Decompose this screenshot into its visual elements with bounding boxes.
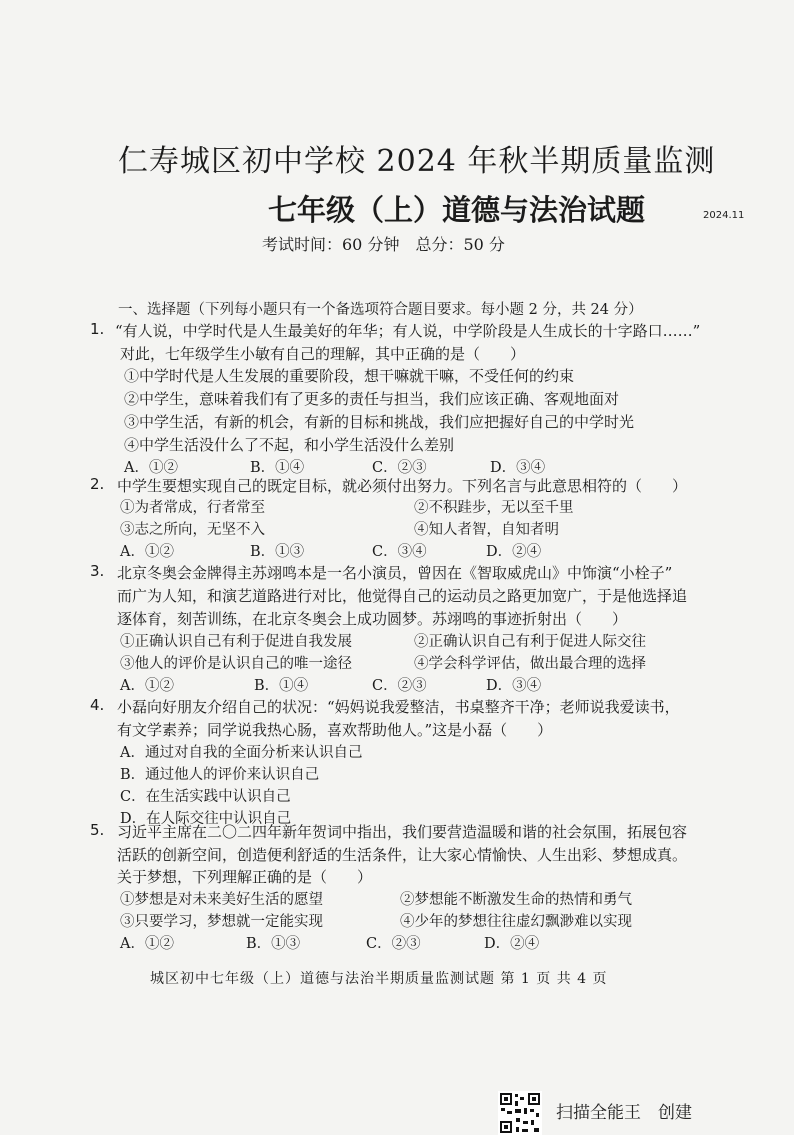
question-stem-line: 小磊向好朋友介绍自己的状况：“妈妈说我爱整洁，书桌整齐干净；老师说我爱读书， [117, 698, 680, 716]
answer-option-d: D．在人际交往中认识自己 [120, 811, 292, 827]
question-statement: ③中学生活，有新的机会，有新的目标和挑战，我们应把握好自己的中学时光 [124, 413, 635, 431]
exam-title: 仁寿城区初中学校 2024 年秋半期质量监测 [118, 144, 716, 179]
answer-option-c: C．在生活实践中认识自己 [120, 789, 291, 805]
section-heading: 一、选择题（下列每小题只有一个备选项符合题目要求。每小题 2 分，共 24 分） [118, 302, 643, 318]
answer-option-b: B．通过他人的评价来认识自己 [120, 767, 320, 783]
answer-option-c: C．②③ [372, 678, 427, 694]
question-stem-line: 对此，七年级学生小敏有自己的理解，其中正确的是（ ） [120, 345, 526, 363]
question-stem-line: “有人说，中学时代是人生最美好的年华；有人说，中学阶段是人生成长的十字路口……” [115, 322, 701, 340]
question-statement: ④少年的梦想往往虚幻飘渺难以实现 [400, 914, 632, 930]
answer-option-d: D．③④ [490, 460, 546, 476]
question-statement: ①梦想是对未来美好生活的愿望 [120, 892, 323, 908]
question-statement: ④知人者智，自知者明 [414, 522, 559, 538]
question-number: 3. [90, 562, 105, 580]
question-stem-line: 逐体育，刻苦训练，在北京冬奥会上成功圆梦。苏翊鸣的事迹折射出（ ） [117, 610, 628, 628]
exam-date: 2024.11 [703, 210, 745, 221]
answer-option-b: B．①④ [254, 678, 309, 694]
answer-option-c: C．②③ [366, 936, 421, 952]
answer-option-a: A．①② [120, 678, 174, 694]
question-stem-line: 习近平主席在二〇二四年新年贺词中指出，我们要营造温暖和谐的社会氛围，拓展包容 [117, 823, 688, 841]
exam-subtitle: 七年级（上）道德与法治试题 [268, 193, 646, 227]
exam-time-and-score: 考试时间：60 分钟 总分：50 分 [262, 235, 505, 254]
question-stem-line: 而广为人知，和演艺道路进行对比，他觉得自己的运动员之路更加宽广，于是他选择追 [117, 587, 688, 605]
question-statement: ②正确认识自己有利于促进人际交往 [414, 634, 646, 650]
question-statement: ①为者常成，行者常至 [120, 500, 265, 516]
answer-option-b: B．①④ [250, 460, 305, 476]
question-statement: ④中学生活没什么了不起，和小学生活没什么差别 [124, 436, 455, 454]
answer-option-a: A．①② [120, 544, 174, 560]
answer-option-d: D．②④ [484, 936, 540, 952]
question-statement: ②梦想能不断激发生命的热情和勇气 [400, 892, 632, 908]
answer-option-c: C．③④ [372, 544, 427, 560]
question-statement: ③他人的评价是认识自己的唯一途径 [120, 656, 352, 672]
question-statement: ④学会科学评估，做出最合理的选择 [414, 656, 646, 672]
qr-code-icon [498, 1091, 542, 1135]
question-statement: ③只要学习，梦想就一定能实现 [120, 914, 323, 930]
answer-option-c: C．②③ [372, 460, 427, 476]
question-statement: ③志之所向，无坚不入 [120, 522, 265, 538]
question-statement: ①中学时代是人生发展的重要阶段，想干嘛就干嘛，不受任何的约束 [124, 367, 575, 385]
answer-option-a: A．①② [120, 936, 174, 952]
question-stem-line: 中学生要想实现自己的既定目标，就必须付出努力。下列名言与此意思相符的（ ） [117, 477, 688, 495]
answer-option-d: D．②④ [486, 544, 542, 560]
question-stem-line: 有文学素养；同学说我热心肠，喜欢帮助他人。”这是小磊（ ） [117, 721, 553, 739]
question-statement: ①正确认识自己有利于促进自我发展 [120, 634, 352, 650]
answer-option-a: A．①② [124, 460, 178, 476]
page-footer: 城区初中七年级（上）道德与法治半期质量监测试题 第 1 页 共 4 页 [150, 971, 608, 987]
question-statement: ②中学生，意味着我们有了更多的责任与担当，我们应该正确、客观地面对 [124, 390, 620, 408]
question-number: 5. [90, 821, 105, 839]
question-stem-line: 北京冬奥会金牌得主苏翊鸣本是一名小演员，曾因在《智取威虎山》中饰演“小栓子” [117, 564, 673, 582]
answer-option-a: A．通过对自我的全面分析来认识自己 [120, 745, 363, 761]
answer-option-d: D．③④ [486, 678, 542, 694]
question-stem-line: 活跃的创新空间，创造便利舒适的生活条件，让大家心情愉快、人生出彩、梦想成真。 [117, 846, 688, 864]
answer-option-b: B．①③ [246, 936, 301, 952]
question-stem-line: 关于梦想，下列理解正确的是（ ） [117, 868, 373, 886]
question-statement: ②不积跬步，无以至千里 [414, 500, 574, 516]
question-number: 4. [90, 696, 105, 714]
question-number: 2. [90, 475, 105, 493]
scanner-watermark: 扫描全能王 创建 [556, 1103, 692, 1123]
answer-option-b: B．①③ [250, 544, 305, 560]
question-number: 1. [90, 320, 105, 338]
